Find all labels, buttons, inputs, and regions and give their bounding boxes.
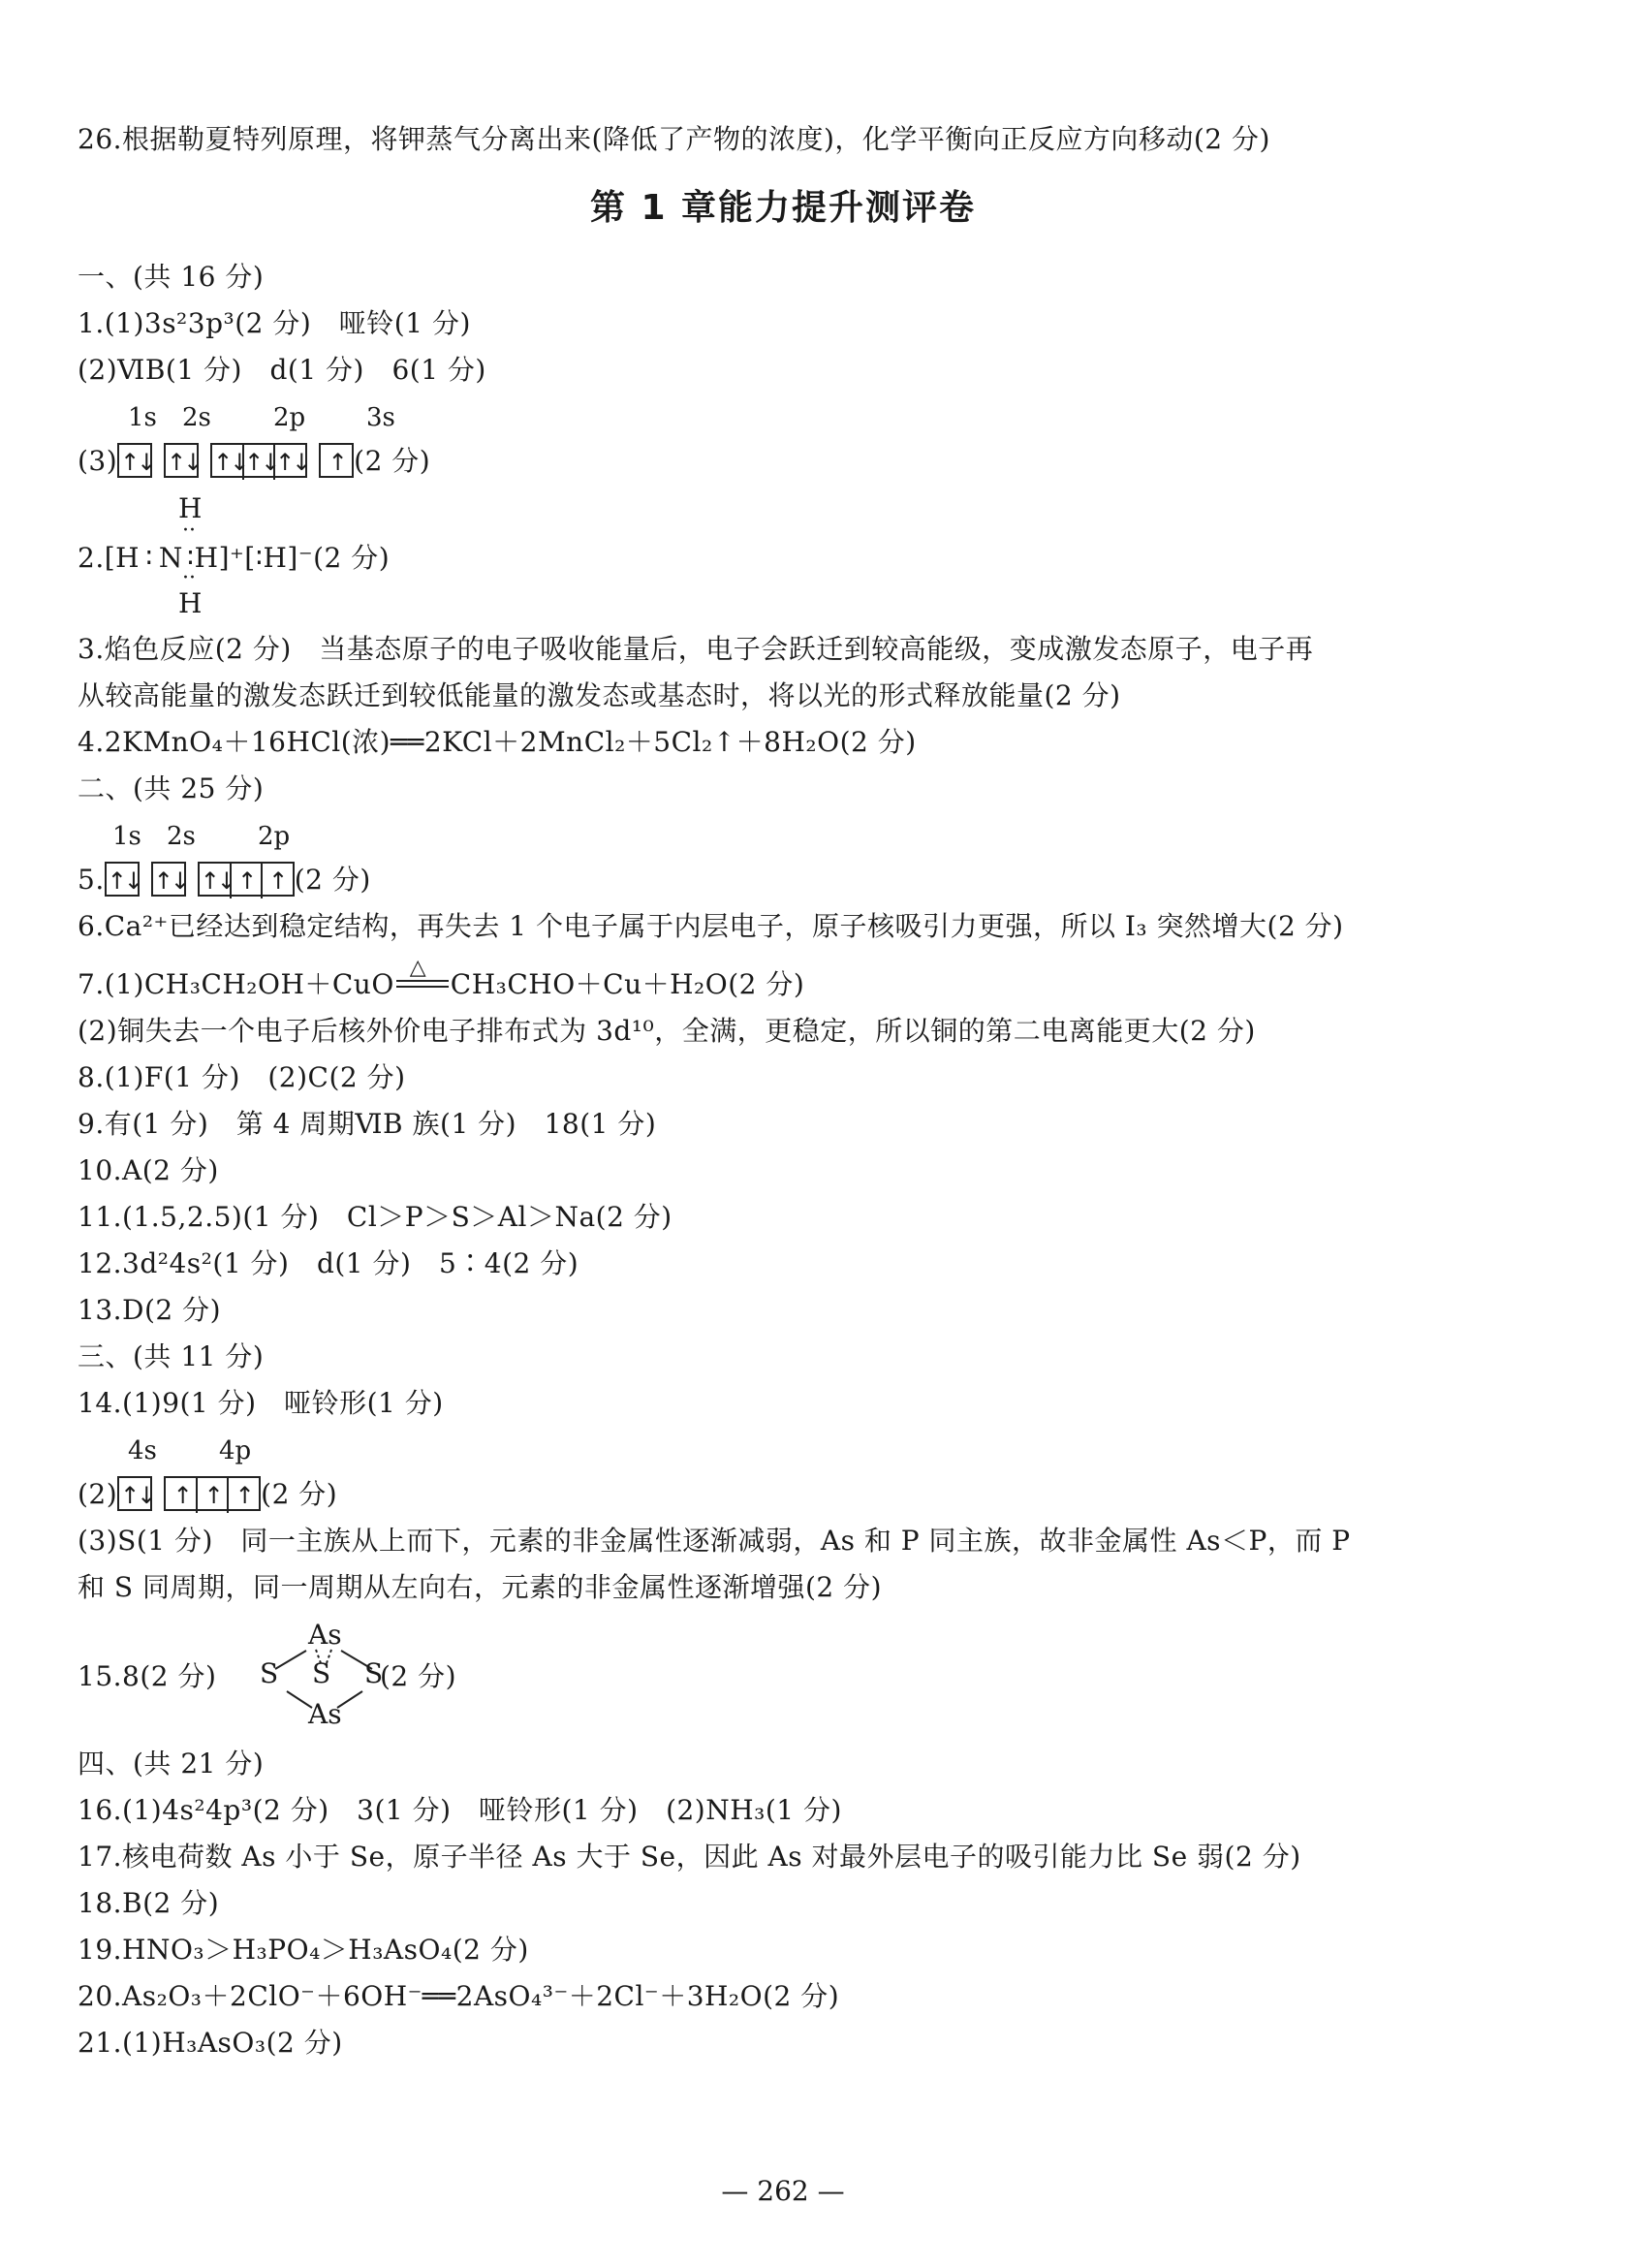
orbital-label: 2s — [167, 822, 196, 851]
answer-2: 2.[H ∶ N ∶H]⁺[∶H]⁻(2 分) — [78, 542, 391, 574]
answer-14-3-line2: 和 S 同周期，同一周期从左向右，元素的非金属性逐渐增强(2 分) — [78, 1571, 883, 1603]
answer-18: 18.B(2 分) — [78, 1887, 220, 1919]
orbital-label: 2p — [273, 403, 306, 432]
answer-1-2: (2)ⅥB(1 分) d(1 分) 6(1 分) — [78, 354, 486, 386]
orbital-box-4p: ↑ ↑ ↑ — [164, 1476, 261, 1511]
answer-19: 19.HNO₃＞H₃PO₄＞H₃AsO₄(2 分) — [78, 1934, 529, 1966]
lewis-top-pair: ·· — [182, 519, 196, 543]
answer-10: 10.A(2 分) — [78, 1154, 219, 1186]
answer-prefix: (3) — [78, 445, 118, 477]
lewis-bottom-h: H — [178, 587, 203, 619]
orbital-label: 3s — [366, 403, 395, 432]
answer-prefix: (2) — [78, 1478, 118, 1510]
section-4-heading: 四、(共 21 分) — [78, 1748, 265, 1780]
answer-21: 21.(1)H₃AsO₃(2 分) — [78, 2027, 343, 2059]
answer-suffix: (2 分) — [294, 864, 371, 896]
as4s4-top-as: As — [308, 1619, 342, 1651]
orbital-box-1s: ↑↓ — [117, 443, 152, 478]
answer-7-1: 7.(1)CH₃CH₂OH＋CuO △ CH₃CHO＋Cu＋H₂O(2 分) — [78, 955, 805, 1000]
lewis-bottom-pair: ·· — [182, 566, 196, 590]
as4s4-left-s: S — [260, 1657, 279, 1689]
answer-1-1: 1.(1)3s²3p³(2 分) 哑铃(1 分) — [78, 307, 471, 339]
answer-suffix: (2 分) — [354, 445, 431, 477]
orbital-label: 4p — [219, 1436, 252, 1465]
answer-16: 16.(1)4s²4p³(2 分) 3(1 分) 哑铃形(1 分) (2)NH₃(1 分) — [78, 1794, 842, 1826]
orbital-box-4s: ↑↓ — [117, 1476, 152, 1511]
answer-15: 15.8(2 分) — [78, 1660, 217, 1692]
answer-4: 4.2KMnO₄＋16HCl(浓)══2KCl＋2MnCl₂＋5Cl₂↑＋8H₂O(2 分) — [78, 726, 917, 758]
answer-11: 11.(1.5,2.5)(1 分) Cl＞P＞S＞Al＞Na(2 分) — [78, 1201, 672, 1233]
orbital-box-2s: ↑↓ — [164, 443, 199, 478]
page-number: — 262 — — [721, 2175, 845, 2207]
as4s4-center-s: S — [312, 1657, 331, 1689]
as4s4-bottom-as: As — [308, 1698, 342, 1730]
lewis-center-n: N — [158, 542, 183, 574]
orbital-label: 2s — [182, 403, 211, 432]
orbital-box-2p: ↑↓↑↓↑↓ — [210, 443, 307, 478]
answer-15-score: (2 分) — [380, 1660, 457, 1692]
answer-8: 8.(1)F(1 分) (2)C(2 分) — [78, 1061, 406, 1093]
answer-14-1: 14.(1)9(1 分) 哑铃形(1 分) — [78, 1387, 444, 1419]
answer-12: 12.3d²4s²(1 分) d(1 分) 5∶4(2 分) — [78, 1247, 579, 1279]
orbital-label: 2p — [258, 822, 291, 851]
answer-13: 13.D(2 分) — [78, 1294, 222, 1326]
section-3-heading: 三、(共 11 分) — [78, 1340, 265, 1372]
answer-20: 20.As₂O₃＋2ClO⁻＋6OH⁻══2AsO₄³⁻＋2Cl⁻＋3H₂O(2 分) — [78, 1980, 840, 2012]
chapter-title: 第 1 章能力提升测评卷 — [589, 188, 977, 228]
answer-26: 26.根据勒夏特列原理，将钾蒸气分离出来(降低了产物的浓度)，化学平衡向正反应方向移动(2 分) — [78, 123, 1270, 155]
answer-suffix: (2 分) — [261, 1478, 338, 1510]
section-1-heading: 一、(共 16 分) — [78, 261, 265, 293]
orbital-box-3s: ↑ — [319, 443, 354, 478]
orbital-box-2s: ↑↓ — [151, 862, 186, 897]
orbital-box-2p: ↑↓ ↑ ↑ — [198, 862, 295, 897]
orbital-label: 1s — [128, 403, 157, 432]
answer-prefix: 5. — [78, 864, 105, 896]
heating-arrow: △ — [394, 972, 451, 1001]
section-2-heading: 二、(共 25 分) — [78, 772, 265, 804]
answer-17: 17.核电荷数 As 小于 Se，原子半径 As 大于 Se，因此 As 对最外层电子的吸引能力比 Se 弱(2 分) — [78, 1841, 1301, 1873]
answer-7-2: (2)铜失去一个电子后核外价电子排布式为 3d¹⁰，全满，更稳定，所以铜的第二电离能更大(2 分) — [78, 1015, 1256, 1047]
orbital-label: 1s — [112, 822, 141, 851]
orbital-label: 4s — [128, 1436, 157, 1465]
answer-9: 9.有(1 分) 第 4 周期ⅥB 族(1 分) 18(1 分) — [78, 1108, 657, 1140]
answer-6: 6.Ca²⁺已经达到稳定结构，再失去 1 个电子属于内层电子，原子核吸引力更强，所以 I₃ 突然增大(2 分) — [78, 910, 1344, 942]
answer-3-line1: 3.焰色反应(2 分) 当基态原子的电子吸收能量后，电子会跃迁到较高能级，变成激发态原子，电子再 — [78, 633, 1314, 665]
orbital-box-1s: ↑↓ — [105, 862, 140, 897]
as4s4-right-s: S — [364, 1657, 384, 1689]
answer-14-3-line1: (3)S(1 分) 同一主族从上而下，元素的非金属性逐渐减弱，As 和 P 同主族，故非金属性 As＜P，而 P — [78, 1525, 1351, 1557]
lewis-top-h: H — [178, 492, 203, 524]
answer-3-line2: 从较高能量的激发态跃迁到较低能量的激发态或基态时，将以光的形式释放能量(2 分) — [78, 679, 1121, 711]
